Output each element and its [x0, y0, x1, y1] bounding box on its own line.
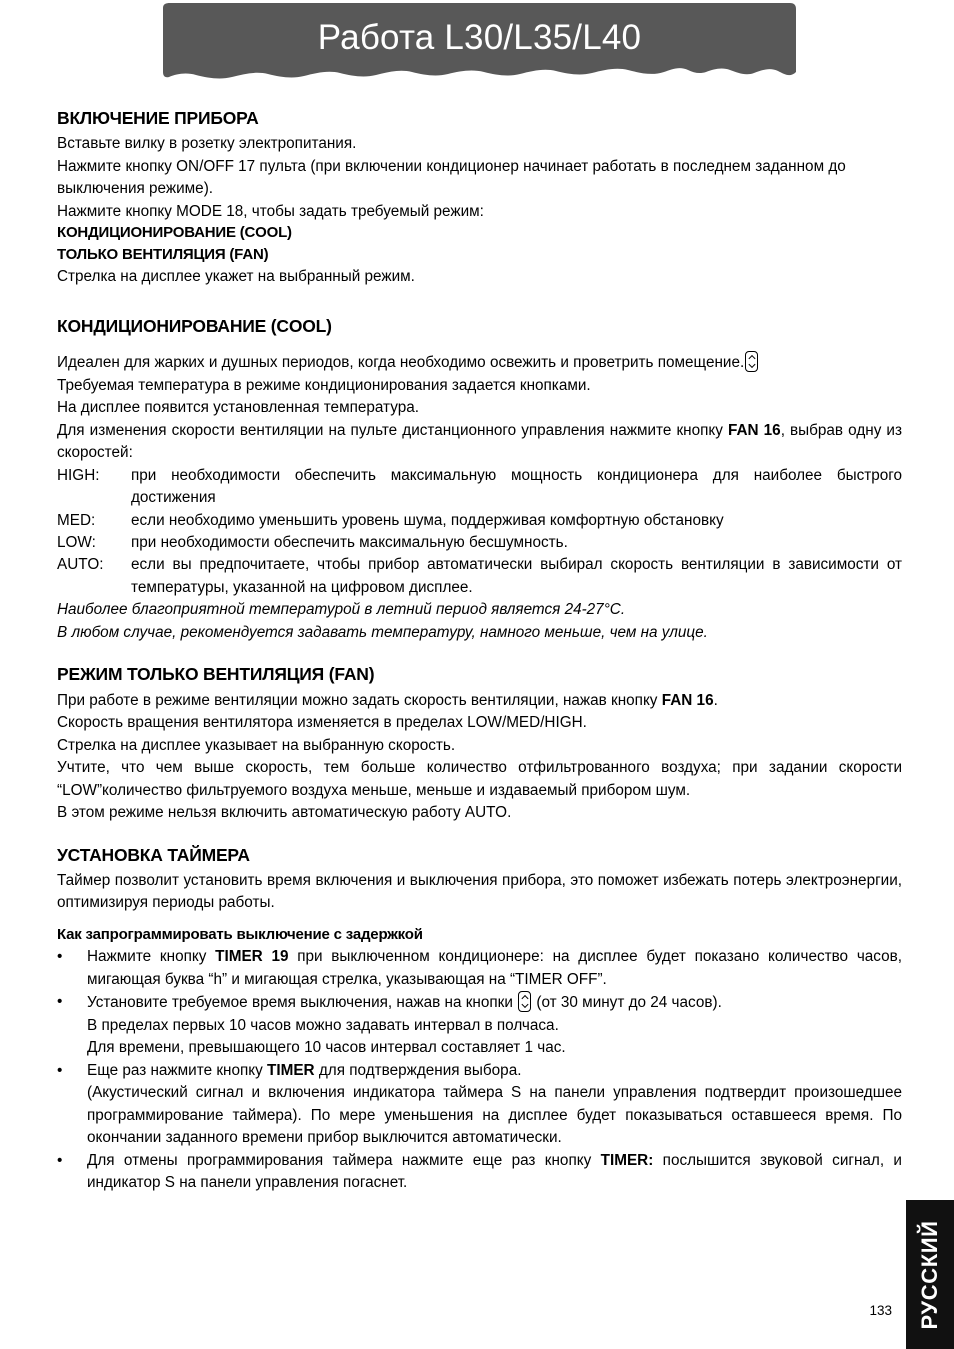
spacer [57, 915, 902, 925]
power-on-line-3: Нажмите кнопку MODE 18, чтобы задать требуемый режим: [57, 202, 484, 220]
speed-term-high: HIGH: [57, 466, 100, 484]
spacer [57, 341, 902, 351]
speed-def-low: при необходимости обеспечить максимальную бесшумность. [131, 533, 568, 551]
section-heading-fan: РЕЖИМ ТОЛЬКО ВЕНТИЛЯЦИЯ (FAN) [57, 664, 375, 685]
timer-bullet-1-b: при выключенном кондиционере: на дисплее будет показано количество часов, мигающая буква “h” и мигающая стрелка, указывающая на “TIMER OFF”. [87, 948, 902, 988]
fan-line-1 [57, 690, 902, 712]
mode-label-fan: ТОЛЬКО ВЕНТИЛЯЦИЯ (FAN) [57, 245, 269, 263]
spacer [57, 289, 902, 316]
power-on-line-2: Нажмите кнопку ON/OFF 17 пульта (при включении кондиционер начинает работать в последнем заданном до выключения режиме). [57, 157, 846, 198]
page-header-banner [0, 0, 954, 100]
mode-label-cool: КОНДИЦИОНИРОВАНИЕ (COOL) [57, 224, 292, 242]
timer-bullet-2-a: Установите требуемое время выключения, нажав на кнопки [87, 994, 518, 1012]
speed-row-low [57, 532, 902, 554]
section-cool [57, 316, 902, 645]
fan-button-ref-2: FAN 16 [661, 691, 714, 709]
timer-bullet-3-extra-1: (Акустический сигнал и включения индикатора таймера S на панели управления подтвердит произошедшее программирование таймера). По мере уменьшения на дисплее будет показываться оставшееся время. По окончании заданного времени прибор выключится автоматически. [87, 1084, 902, 1147]
timer-bullet-2 [57, 991, 902, 1059]
temperature-up-down-button-icon [745, 351, 758, 372]
timer-button-ref-19: TIMER 19 [215, 948, 289, 966]
section-heading-cool: КОНДИЦИОНИРОВАНИЕ (COOL) [57, 315, 332, 336]
timer-bullet-4-body [87, 1150, 902, 1195]
timer-up-down-button-icon [518, 991, 531, 1012]
speed-row-high [57, 465, 902, 510]
language-tab [906, 1200, 954, 1349]
timer-bullet-3-a: Еще раз нажмите кнопку [87, 1061, 268, 1079]
timer-button-ref-cancel: TIMER: [600, 1151, 654, 1169]
speed-term-auto: AUTO: [57, 556, 104, 574]
bullet-marker: • [57, 1151, 63, 1169]
speed-term-med: MED: [57, 511, 96, 529]
speed-def-high: при необходимости обеспечить максимальную мощность кондиционера для наиболее быстрого достижения [131, 466, 902, 507]
language-tab-label: РУССКИЙ [917, 1219, 942, 1330]
speed-def-auto: если вы предпочитаете, чтобы прибор автоматически выбирал скорость вентиляции в зависимости от температуры, указанной на цифровом дисплее. [131, 556, 902, 596]
document-body [57, 108, 902, 1195]
cool-line-1 [57, 351, 902, 374]
timer-bullet-3-b: для подтверждения выбора. [314, 1061, 522, 1079]
timer-subheading: Как запрограммировать выключение с задержкой [57, 925, 423, 943]
timer-bullet-1-a: Нажмите кнопку [87, 948, 216, 966]
section-timer [57, 845, 902, 1195]
timer-bullet-3-body [87, 1060, 902, 1150]
timer-bullet-2-b: (от 30 минут до 24 часов). [532, 994, 722, 1012]
fan-line-3: Стрелка на дисплее указывает на выбранную скорость. [57, 736, 456, 754]
timer-bullet-2-text [87, 991, 902, 1014]
timer-bullet-2-body [87, 991, 902, 1059]
bullet-marker: • [57, 1061, 63, 1079]
timer-button-ref: TIMER [267, 1061, 315, 1079]
section-heading-power-on: ВКЛЮЧЕНИЕ ПРИБОРА [57, 108, 259, 128]
bullet-marker: • [57, 993, 63, 1011]
cool-note-2: В любом случае, рекомендуется задавать температуру, намного меньше, чем на улице. [57, 623, 708, 641]
timer-bullet-2-extra-2: Для времени, превышающего 10 часов интервал составляет 1 час. [87, 1039, 566, 1057]
timer-intro: Таймер позволит установить время включения и выключения прибора, это поможет избежать потерь электроэнергии, оптимизируя периоды работы. [57, 872, 902, 912]
cool-note-1: Наиболее благоприятной температурой в летний период является 24-27°С. [57, 601, 626, 619]
power-on-closing-line: Стрелка на дисплее укажет на выбранный режим. [57, 268, 415, 286]
cool-line-3: На дисплее появится установленная температура. [57, 399, 419, 417]
page-title: Работа L30/L35/L40 [317, 18, 642, 57]
page-number: 133 [869, 1303, 892, 1318]
section-fan [57, 664, 902, 824]
timer-bullet-2-extra-1: В пределах первых 10 часов можно задавать интервал в полчаса. [87, 1016, 559, 1034]
fan-line-2: Скорость вращения вентилятора изменяется в пределах LOW/MED/HIGH. [57, 714, 587, 732]
fan-button-ref: FAN 16 [727, 421, 781, 439]
fan-line-5: В этом режиме нельзя включить автоматическую работу AUTO. [57, 804, 512, 822]
fan-line-1-text-a: При работе в режиме вентиляции можно задать скорость вентиляции, нажав кнопку [57, 691, 662, 709]
timer-bullet-4-b: послышится звуковой сигнал, и индикатор S на панели управления погаснет. [87, 1151, 902, 1192]
fan-line-1-text-b: . [713, 691, 718, 709]
fan-line-4: Учтите, что чем выше скорость, тем больше количество отфильтрованного воздуха; при задании скорости “LOW”количество фильтруемого воздуха меньше, меньше и издаваемый прибором шум. [57, 759, 902, 799]
timer-bullet-1 [57, 946, 902, 991]
cool-line-1-text: Идеален для жарких и душных периодов, когда необходимо освежить и проветрить помещение. [57, 354, 745, 372]
spacer [57, 644, 902, 664]
speed-def-med: если необходимо уменьшить уровень шума, поддерживая комфортную обстановку [131, 511, 724, 529]
timer-bullet-1-body [87, 946, 902, 991]
speed-row-auto [57, 554, 902, 599]
speed-term-low: LOW: [57, 533, 96, 551]
cool-line-4-text-b: , выбрав одну из скоростей: [57, 421, 902, 462]
timer-bullet-4-a: Для отмены программирования таймера нажмите еще раз кнопку [87, 1151, 601, 1169]
timer-bullet-3-text [87, 1060, 902, 1082]
timer-bullet-4 [57, 1150, 902, 1195]
speed-row-med [57, 510, 902, 532]
timer-bullet-3 [57, 1060, 902, 1150]
timer-bullet-4-text [87, 1150, 902, 1195]
cool-line-4-text-a: Для изменения скорости вентиляции на пульте дистанционного управления нажмите кнопку [57, 421, 728, 439]
bullet-marker: • [57, 948, 63, 966]
cool-line-2: Требуемая температура в режиме кондиционирования задается кнопками. [57, 376, 591, 394]
spacer [57, 825, 902, 845]
section-heading-timer: УСТАНОВКА ТАЙМЕРА [57, 844, 250, 865]
section-power-on [57, 108, 902, 289]
power-on-line-1: Вставьте вилку в розетку электропитания. [57, 135, 357, 153]
cool-line-4 [57, 420, 902, 465]
timer-bullet-1-text [87, 946, 902, 991]
